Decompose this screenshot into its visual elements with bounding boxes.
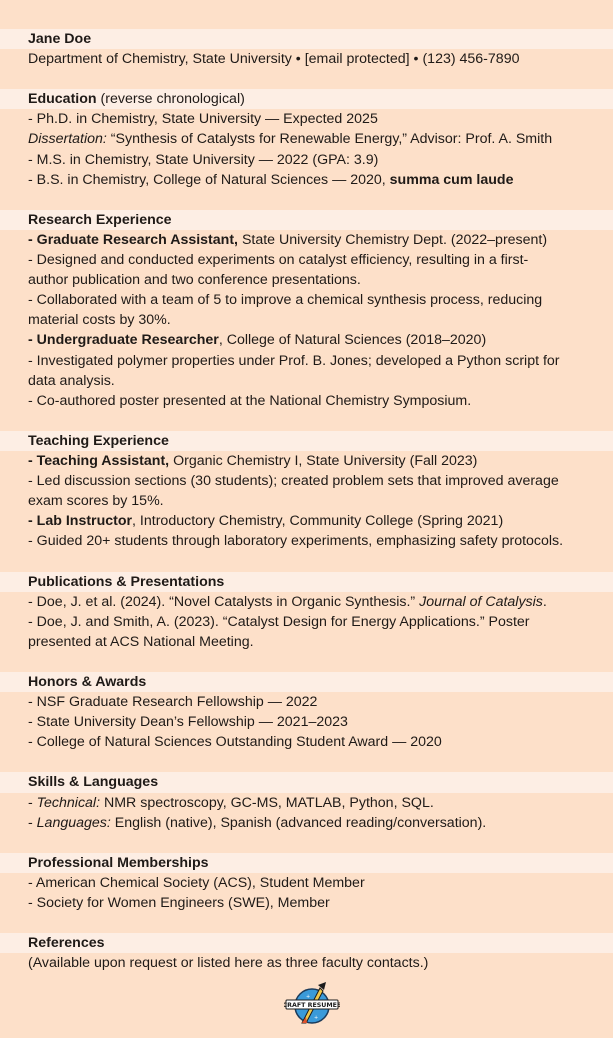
list-item: - NSF Graduate Research Fellowship — 2022 xyxy=(28,694,318,711)
role-title: - Graduate Research Assistant, xyxy=(28,231,238,248)
section-memberships-heading: Professional Memberships xyxy=(0,853,613,873)
craft-resumes-logo-icon xyxy=(284,981,340,1027)
degree-text: - B.S. in Chemistry, College of Natural Sciences — 2020, xyxy=(28,171,390,188)
list-item xyxy=(0,170,613,190)
list-item: - Led discussion sections (30 students); created problem sets that improved average xyxy=(28,473,559,490)
section-publications-heading: Publications & Presentations xyxy=(0,572,613,592)
skill-text: English (native), Spanish (advanced reading/conversation). xyxy=(110,814,487,831)
bullet-prefix: - xyxy=(28,794,37,811)
role-detail: State University Chemistry Dept. (2022–present) xyxy=(238,231,548,248)
skill-text: NMR spectroscopy, GC-MS, MATLAB, Python, SQL. xyxy=(100,794,434,811)
pub-end: . xyxy=(542,593,547,610)
list-item: - Ph.D. in Chemistry, State University — Expected 2025 xyxy=(28,111,378,128)
section-honors-heading: Honors & Awards xyxy=(0,672,613,692)
candidate-name: Jane Doe xyxy=(0,29,613,49)
svg-text:+: + xyxy=(314,1015,319,1021)
list-item: - Guided 20+ students through laboratory experiments, emphasizing safety protocols. xyxy=(28,533,564,550)
list-item: - Doe, J. and Smith, A. (2023). “Catalyst Design for Energy Applications.” Poster xyxy=(28,613,530,630)
list-item: - Designed and conducted experiments on catalyst efficiency, resulting in a first- xyxy=(28,252,529,269)
list-item: author publication and two conference presentations. xyxy=(28,272,361,289)
list-item: - American Chemical Society (ACS), Student Member xyxy=(28,874,365,891)
skill-label: Languages: xyxy=(36,814,111,831)
list-item xyxy=(0,793,613,813)
list-item: - College of Natural Sciences Outstanding Student Award — 2020 xyxy=(28,734,442,751)
list-item: exam scores by 15%. xyxy=(28,493,164,510)
references-text: (Available upon request or listed here as three faculty contacts.) xyxy=(28,955,429,972)
section-skills-heading: Skills & Languages xyxy=(0,772,613,792)
list-item: - Investigated polymer properties under Prof. B. Jones; developed a Python script for xyxy=(28,352,560,369)
role-title: - Lab Instructor xyxy=(28,513,133,530)
section-research-heading: Research Experience xyxy=(0,210,613,230)
journal-name: Journal of Catalysis xyxy=(419,593,543,610)
role-title: - Undergraduate Researcher xyxy=(28,332,219,349)
list-item: - Co-authored poster presented at the National Chemistry Symposium. xyxy=(28,392,472,409)
honor-text: summa cum laude xyxy=(389,171,514,188)
bullet-prefix: - xyxy=(28,814,37,831)
list-item: - M.S. in Chemistry, State University — 2022 (GPA: 3.9) xyxy=(28,151,379,168)
section-title: Education xyxy=(28,91,97,108)
section-education-heading xyxy=(0,89,613,109)
role-detail: , Introductory Chemistry, Community College (Spring 2021) xyxy=(132,513,504,530)
svg-text:+: + xyxy=(306,994,311,1000)
role-detail: , College of Natural Sciences (2018–2020) xyxy=(218,332,487,349)
role-title: - Teaching Assistant, xyxy=(28,452,170,469)
logo-text: CRAFT RESUMES xyxy=(284,1002,340,1009)
list-item xyxy=(0,451,613,471)
list-item xyxy=(0,511,613,531)
list-item: material costs by 30%. xyxy=(28,312,171,329)
dissertation-text: “Synthesis of Catalysts for Renewable Energy,” Advisor: Prof. A. Smith xyxy=(106,131,553,148)
list-item xyxy=(0,230,613,250)
section-references-heading: References xyxy=(0,933,613,953)
role-detail: Organic Chemistry I, State University (Fall 2023) xyxy=(169,452,478,469)
list-item xyxy=(0,592,613,612)
list-item xyxy=(0,813,613,833)
list-item: - State University Dean’s Fellowship — 2021–2023 xyxy=(28,714,348,731)
list-item xyxy=(0,330,613,350)
dissertation-label: Dissertation: xyxy=(28,131,107,148)
contact-line: Department of Chemistry, State University • [email protected] • (123) 456-7890 xyxy=(28,51,520,68)
section-note: (reverse chronological) xyxy=(96,91,245,108)
section-teaching-heading: Teaching Experience xyxy=(0,431,613,451)
list-item xyxy=(0,129,613,149)
list-item: presented at ACS National Meeting. xyxy=(28,633,254,650)
list-item: - Collaborated with a team of 5 to improve a chemical synthesis process, reducing xyxy=(28,292,543,309)
list-item: data analysis. xyxy=(28,372,115,389)
skill-label: Technical: xyxy=(36,794,101,811)
list-item: - Society for Women Engineers (SWE), Member xyxy=(28,895,330,912)
pub-text: - Doe, J. et al. (2024). “Novel Catalysts in Organic Synthesis.” xyxy=(28,593,420,610)
